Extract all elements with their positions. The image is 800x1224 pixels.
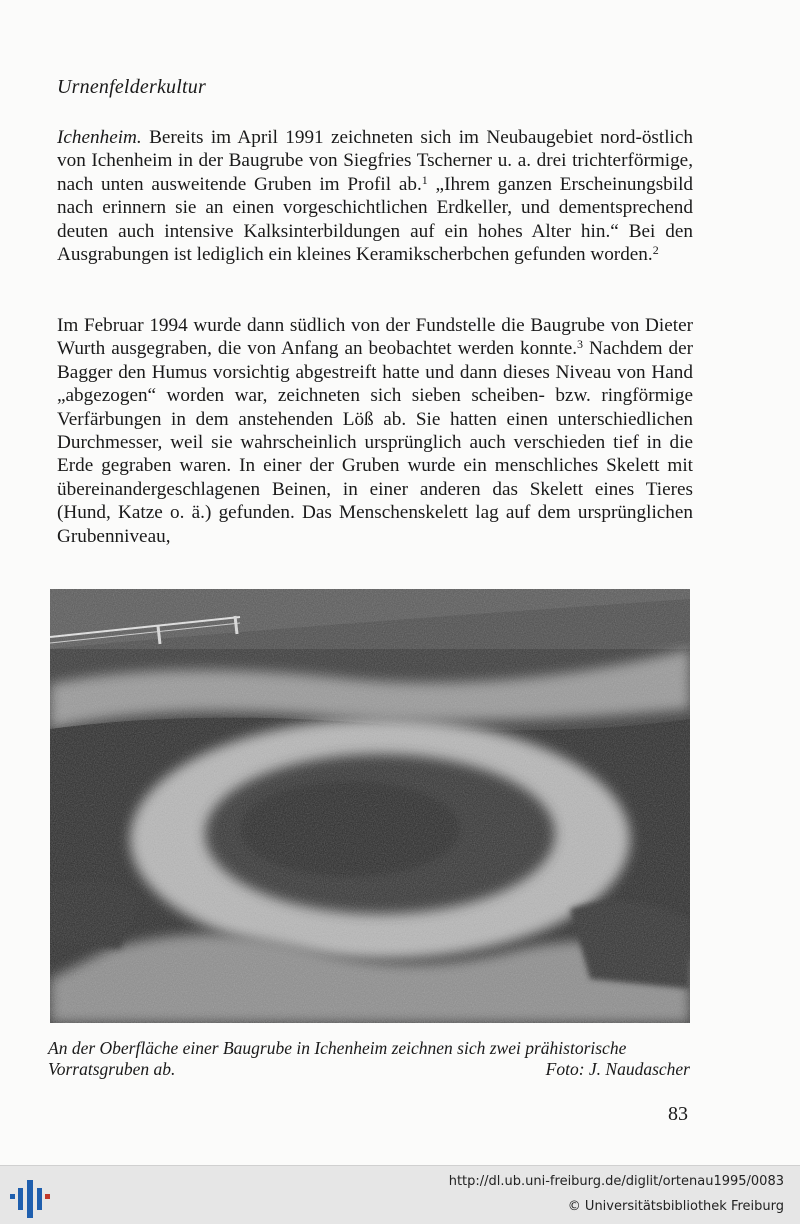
copyright-notice: © Universitätsbibliothek Freiburg <box>567 1199 784 1214</box>
footnote-ref-3: 3 <box>577 337 584 352</box>
paragraph-1-text-b: „Ihrem ganzen Erscheinungsbild nach erinnern sie an einen vorgeschichtlichen Erdkeller, und dementsprechend deuten auch intensive Kalksinterbildungen auf ein hohes Alter hin.“ Bei den Ausgrabungen ist lediglich ein kleines Keramikscherbchen gefunden worden. <box>57 173 694 266</box>
caption-text: An der Oberfläche einer Baugrube in Ichenheim zeichnen sich zwei prähistorische Vorratsgruben ab. <box>48 1038 627 1079</box>
source-url-link[interactable]: http://dl.ub.uni-freiburg.de/diglit/ortenau1995/0083 <box>448 1174 784 1189</box>
digitization-footer <box>0 1165 800 1224</box>
running-head: Urnenfelderkultur <box>57 76 206 98</box>
excavation-photo-image <box>50 589 690 1023</box>
paragraph-2 <box>57 314 693 548</box>
ub-freiburg-logo-icon[interactable] <box>8 1172 52 1218</box>
excavation-photo <box>50 589 690 1023</box>
footnote-ref-1: 1 <box>421 172 428 187</box>
paragraph-1-lead: Ichenheim. <box>57 127 142 148</box>
photo-caption <box>48 1038 690 1080</box>
paragraph-1 <box>57 126 693 266</box>
paragraph-1-text-a: Bereits im April 1991 zeichneten sich im Neubaugebiet nord-östlich von Ichenheim in der Baugrube von Siegfries Tscherner u. a. drei trichterförmige, nach unten ausweitende Gruben im Profil ab. <box>57 127 693 195</box>
paragraph-2-text-a: Im Februar 1994 wurde dann südlich von der Fundstelle die Baugrube von Dieter Wurth ausgegraben, die von Anfang an beobachtet werden konnte. <box>57 315 693 360</box>
photo-credit: Foto: J. Naudascher <box>545 1059 690 1079</box>
footnote-ref-2: 2 <box>652 243 659 258</box>
page-number: 83 <box>668 1103 688 1125</box>
paragraph-2-text-b: Nachdem der Bagger den Humus vorsichtig abgestreift hatte und dann dieses Niveau von Hand „abgezogen“ worden war, zeichneten sich sieben scheiben- bzw. ringförmige Verfärbungen in dem anstehenden Löß ab. Sie hatten einen unterschiedlichen Durchmesser, weil sie wahrscheinlich ursprünglich auch verschieden tief in die Erde gegraben waren. In einer der Gruben wurde ein menschliches Skelett mit übereinandergeschlagenen Beinen, in einer anderen das Skelett eines Tieres (Hund, Katze o. ä.) gefunden. Das Menschenskelett lag auf dem ursprünglichen Grubenniveau, <box>57 338 693 547</box>
